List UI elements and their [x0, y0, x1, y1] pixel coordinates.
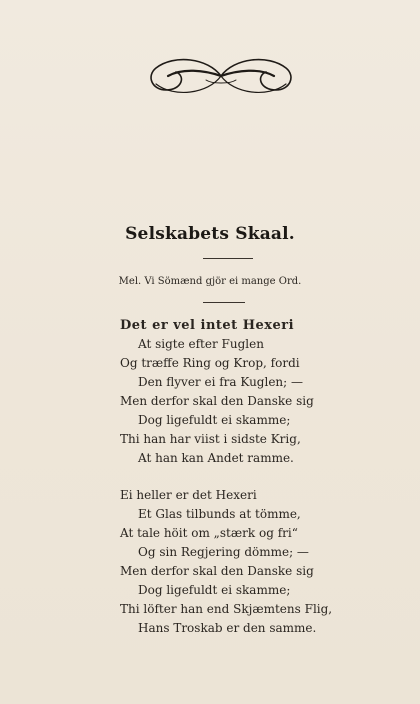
- poem-title: Selskabets Skaal.: [125, 224, 295, 244]
- title-divider: [203, 258, 253, 259]
- verse-line: Og sin Regjering dömme; —: [138, 545, 309, 559]
- verse-line-text: Det er vel intet Hexeri: [120, 318, 295, 333]
- verse-line: Men derfor skal den Danske sig: [120, 394, 314, 408]
- verse-line: Dog ligefuldt ei skamme;: [138, 583, 291, 597]
- verse-line: Dog ligefuldt ei skamme;: [138, 413, 291, 427]
- flourish-ornament-icon: [146, 50, 296, 102]
- verse-line: Den flyver ei fra Kuglen; —: [138, 375, 304, 389]
- melody-note: Mel. Vi Sömænd gjör ei mange Ord.: [118, 276, 302, 287]
- verse-line: Thi löfter han end Skjæmtens Flig,: [120, 602, 333, 616]
- verse-line: At han kan Andet ramme.: [138, 451, 294, 465]
- stanza: [120, 486, 380, 638]
- verse-line: Hans Troskab er den samme.: [138, 621, 317, 635]
- verse-line: Men derfor skal den Danske sig: [120, 564, 314, 578]
- verse-line: At sigte efter Fuglen: [138, 337, 264, 351]
- melody-divider: [203, 302, 245, 303]
- verse-line: At tale höit om „stærk og fri“: [120, 526, 298, 540]
- verse-line: Ei heller er det Hexeri: [120, 488, 257, 502]
- verse-line: Thi han har viist i sidste Krig,: [120, 432, 301, 446]
- verse-line: [120, 316, 380, 335]
- stanza: [120, 316, 380, 468]
- verse-line: Et Glas tilbunds at tömme,: [138, 507, 301, 521]
- verse-line: Og træffe Ring og Krop, fordi: [120, 356, 300, 370]
